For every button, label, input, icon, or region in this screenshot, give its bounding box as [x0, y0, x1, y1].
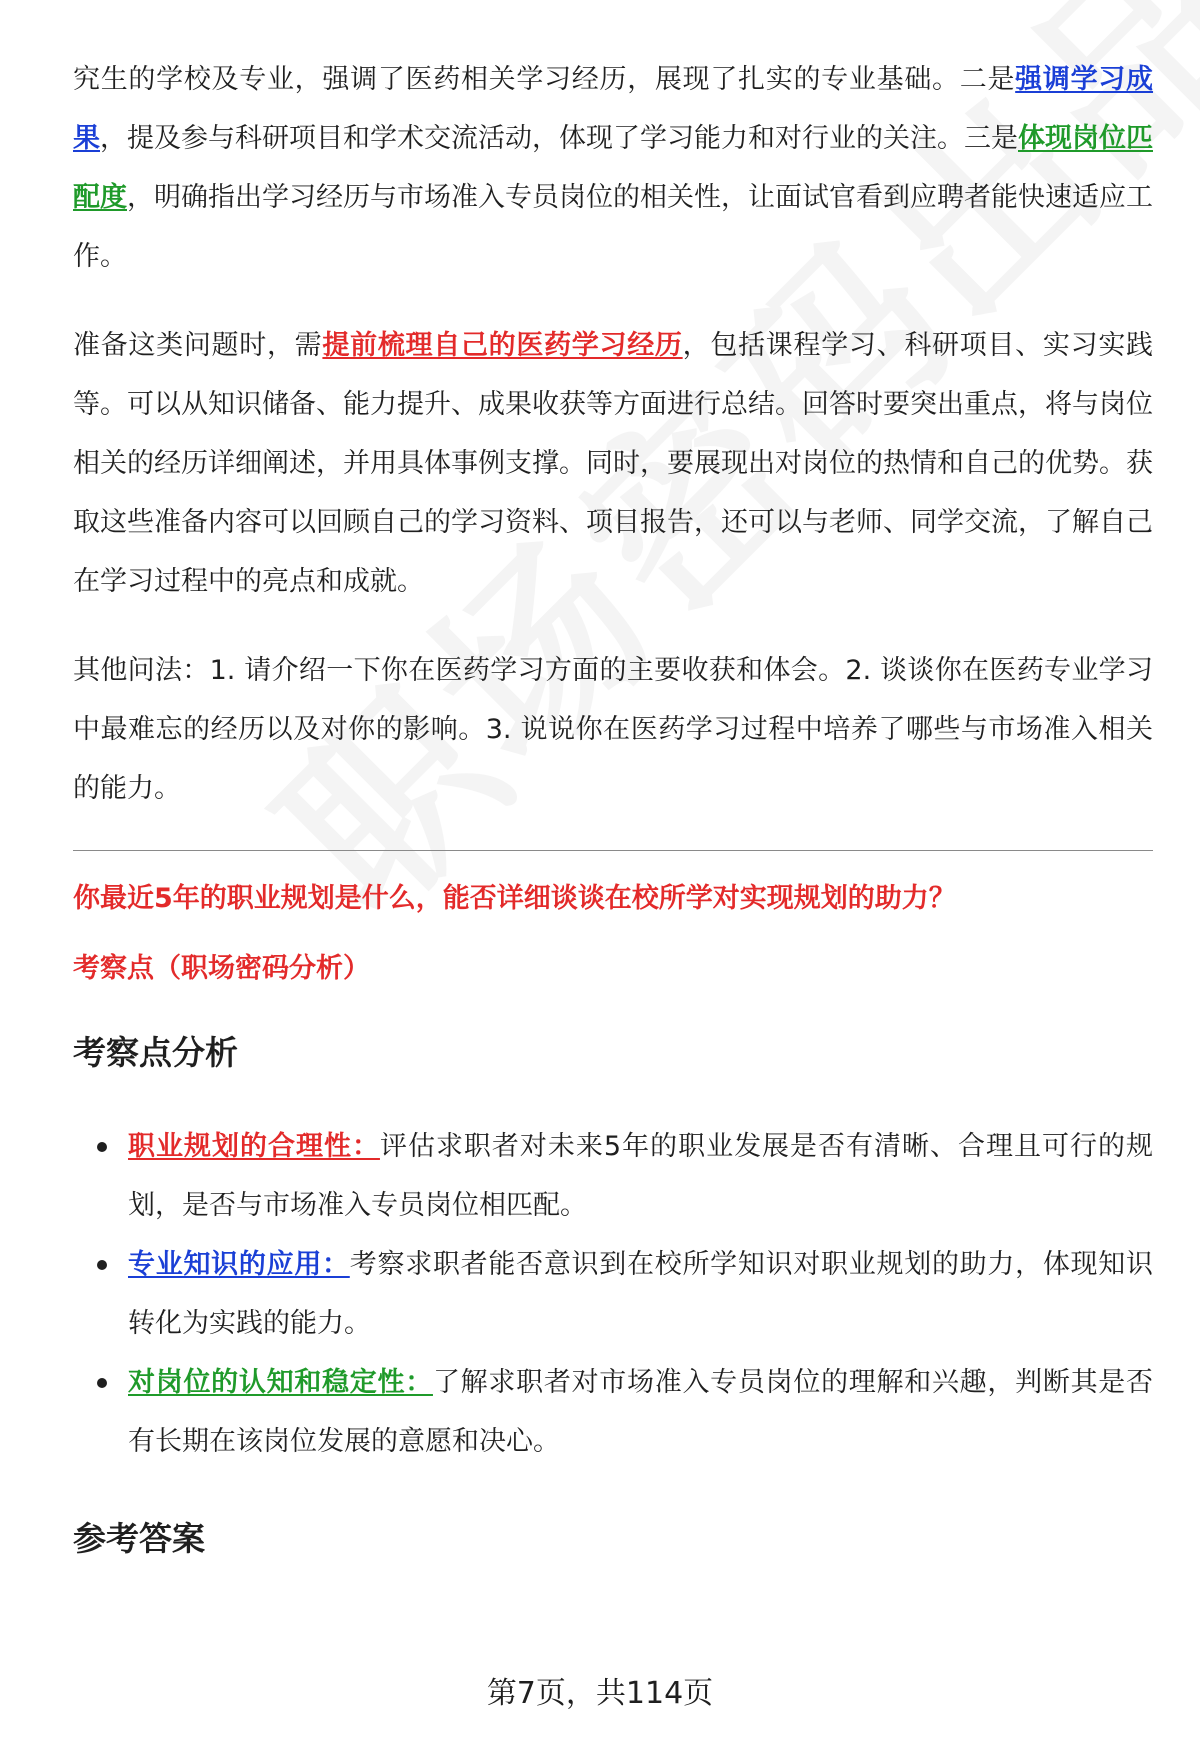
section-divider — [73, 850, 1153, 851]
answer-heading: 参考答案 — [73, 1519, 205, 1558]
point-text: 了解求职者对市场准入专员岗位的理解和兴趣，判断其是否有长期在该岗位发展的意愿和决心。 — [128, 1367, 1154, 1457]
para2-text-1: 准备这类问题时，需 — [73, 330, 323, 361]
point-label: 职业规划的合理性： — [128, 1131, 380, 1162]
para1-text-2: ，提及参与科研项目和学术交流活动，体现了学习能力和对行业的关注。三是 — [100, 123, 1018, 154]
paragraph-preparation — [73, 316, 1153, 611]
highlight-review-experience: 提前梳理自己的医药学习经历 — [322, 330, 683, 361]
highlight-job-match: 体现岗位匹配度 — [73, 123, 1153, 213]
list-item — [73, 1353, 1153, 1471]
list-item — [73, 1235, 1153, 1353]
analysis-heading: 考察点分析 — [73, 1033, 238, 1072]
para2-text-2: ，包括课程学习、科研项目、实习实践等。可以从知识储备、能力提升、成果收获等方面进行总结。回答时要突出重点，将与岗位相关的经历详细阐述，并用具体事例支撑。同时，要展现出对岗位的热情和自己的优势。获取这些准备内容可以回顾自己的学习资料、项目报告，还可以与老师、同学交流，了解自己在学习过程中的亮点和成就。 — [73, 330, 1154, 597]
point-text: 考察求职者能否意识到在校所学知识对职业规划的助力，体现知识转化为实践的能力。 — [128, 1249, 1154, 1339]
paragraph-other-questions: 其他问法：1. 请介绍一下你在医药学习方面的主要收获和体会。2. 谈谈你在医药专业学习中最难忘的经历以及对你的影响。3. 说说你在医药学习过程中培养了哪些与市场准入相关的能力。 — [73, 655, 1153, 804]
bullet-icon — [97, 1260, 107, 1270]
point-label: 专业知识的应用： — [128, 1249, 350, 1280]
point-label: 对岗位的认知和稳定性： — [128, 1367, 433, 1398]
point-text: 评估求职者对未来5年的职业发展是否有清晰、合理且可行的规划，是否与市场准入专员岗位相匹配。 — [128, 1131, 1153, 1221]
page-footer: 第7页，共114页 — [486, 1676, 714, 1711]
highlight-study-results: 强调学习成果 — [73, 64, 1154, 154]
paragraph-intro — [73, 50, 1153, 286]
para1-text-3: ，明确指出学习经历与市场准入专员岗位的相关性，让面试官看到应聘者能快速适应工作。 — [73, 182, 1153, 272]
para1-text-1: 究生的学校及专业，强调了医药相关学习经历，展现了扎实的专业基础。二是 — [73, 64, 1016, 95]
list-item — [73, 1117, 1153, 1235]
bullet-icon — [97, 1142, 107, 1152]
bullet-icon — [97, 1378, 107, 1388]
question-title: 你最近5年的职业规划是什么，能否详细谈谈在校所学对实现规划的助力？ — [73, 883, 956, 914]
analysis-list — [73, 1117, 1153, 1471]
question-subtitle: 考察点（职场密码分析） — [73, 953, 370, 984]
document-body — [73, 50, 1153, 1563]
